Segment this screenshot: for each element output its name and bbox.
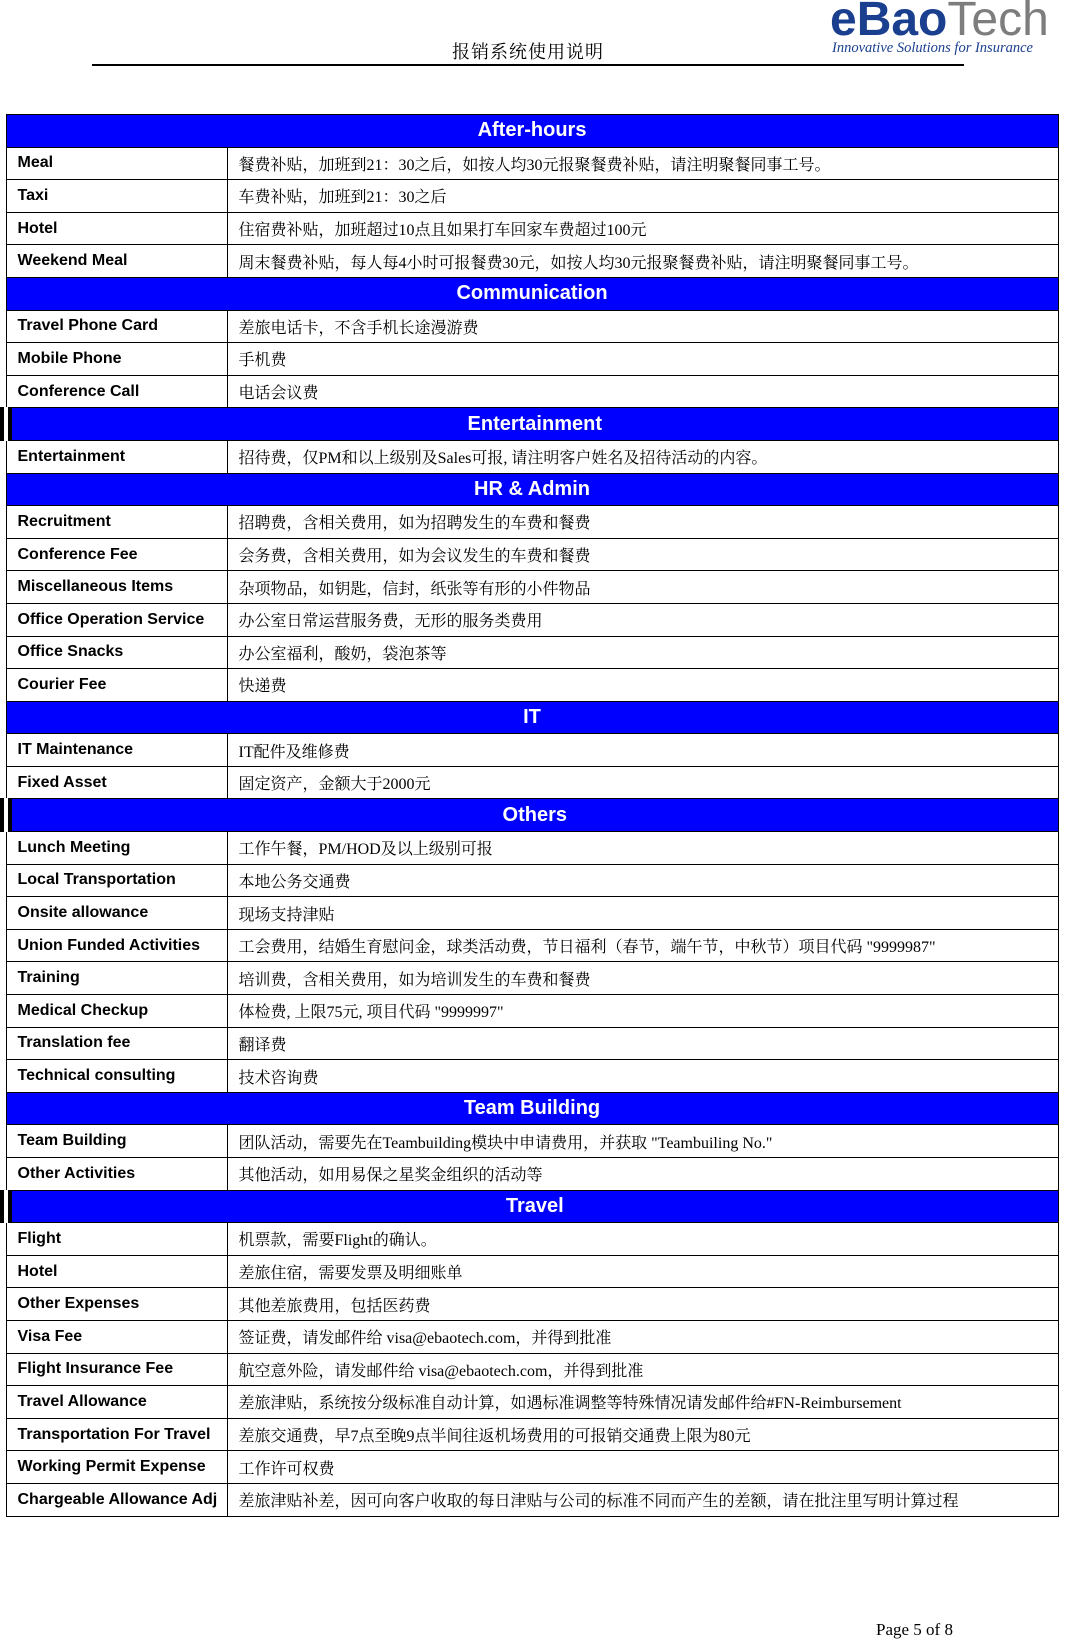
expense-item: Lunch Meeting [6, 832, 227, 865]
section-title: HR & Admin [6, 473, 1058, 506]
expense-description: 技术咨询费 [227, 1060, 1058, 1093]
expense-item: Courier Fee [6, 669, 227, 702]
table-row [6, 1255, 1058, 1288]
expense-description: 电话会议费 [227, 375, 1058, 408]
expense-item: Flight [6, 1223, 227, 1256]
expense-description: 其他活动，如用易保之星奖金组织的活动等 [227, 1158, 1058, 1191]
section-title: After-hours [6, 115, 1058, 148]
table-row [6, 1320, 1058, 1353]
expense-item: Fixed Asset [6, 766, 227, 799]
expense-item: Hotel [6, 1255, 227, 1288]
expense-description: 周末餐费补贴，每人每4小时可报餐费30元，如按人均30元报聚餐费补贴，请注明聚餐同事工号。 [227, 245, 1058, 278]
expense-item: Team Building [6, 1125, 227, 1158]
expense-item: Conference Call [6, 375, 227, 408]
expense-item: Entertainment [6, 440, 227, 473]
expense-description: 航空意外险，请发邮件给 visa@ebaotech.com，并得到批准 [227, 1353, 1058, 1386]
table-row [6, 245, 1058, 278]
expense-description: 车费补贴，加班到21：30之后 [227, 180, 1058, 213]
expense-item: Chargeable Allowance Adj [6, 1483, 227, 1516]
table-row [6, 1353, 1058, 1386]
expense-description: 机票款，需要Flight的确认。 [227, 1223, 1058, 1256]
expense-description: 差旅津贴补差，因可向客户收取的每日津贴与公司的标准不同而产生的差额，请在批注里写明计算过程 [227, 1483, 1058, 1516]
table-row [6, 1060, 1058, 1093]
expense-description: 差旅津贴，系统按分级标准自动计算，如遇标准调整等特殊情况请发邮件给#FN-Reimbursement [227, 1386, 1058, 1419]
expense-description: 差旅电话卡，不含手机长途漫游费 [227, 310, 1058, 343]
document-title: 报销系统使用说明 [452, 42, 604, 62]
table-row [6, 1288, 1058, 1321]
section-title: Others [6, 799, 1058, 832]
expense-item: Travel Phone Card [6, 310, 227, 343]
expense-description: IT配件及维修费 [227, 734, 1058, 767]
expense-item: Office Snacks [6, 636, 227, 669]
section-header-row [6, 1190, 1058, 1223]
section-header-row [6, 701, 1058, 734]
table-row [6, 1451, 1058, 1484]
table-row [6, 995, 1058, 1028]
expense-description: 培训费，含相关费用，如为培训发生的车费和餐费 [227, 962, 1058, 995]
expense-description: 固定资产，金额大于2000元 [227, 766, 1058, 799]
expense-item: Meal [6, 147, 227, 180]
table-row [6, 864, 1058, 897]
expense-description: 住宿费补贴，加班超过10点且如果打车回家车费超过100元 [227, 212, 1058, 245]
section-header-row [6, 799, 1058, 832]
table-row [6, 636, 1058, 669]
section-header-row [6, 1092, 1058, 1125]
table-row [6, 180, 1058, 213]
expense-category-table [0, 114, 1059, 1517]
table-row [6, 1027, 1058, 1060]
expense-item: Technical consulting [6, 1060, 227, 1093]
section-header-row [6, 115, 1058, 148]
section-header-row [6, 408, 1058, 441]
table-row [6, 506, 1058, 539]
section-title: IT [6, 701, 1058, 734]
table-row [6, 1223, 1058, 1256]
company-logo [830, 0, 1072, 60]
expense-item: IT Maintenance [6, 734, 227, 767]
table-row [6, 1483, 1058, 1516]
expense-description: 餐费补贴，加班到21：30之后，如按人均30元报聚餐费补贴，请注明聚餐同事工号。 [227, 147, 1058, 180]
table-row [6, 1158, 1058, 1191]
expense-description: 本地公务交通费 [227, 864, 1058, 897]
table-row [6, 343, 1058, 376]
expense-description: 翻译费 [227, 1027, 1058, 1060]
table-row [6, 147, 1058, 180]
section-header-row [6, 473, 1058, 506]
expense-description: 手机费 [227, 343, 1058, 376]
section-header-row [6, 277, 1058, 310]
table-row [6, 1418, 1058, 1451]
expense-description: 签证费，请发邮件给 visa@ebaotech.com，并得到批准 [227, 1320, 1058, 1353]
expense-description: 会务费，含相关费用，如为会议发生的车费和餐费 [227, 538, 1058, 571]
expense-description: 团队活动，需要先在Teambuilding模块中申请费用，并获取 "Teambuiling No." [227, 1125, 1058, 1158]
expense-item: Transportation For Travel [6, 1418, 227, 1451]
section-title: Team Building [6, 1092, 1058, 1125]
expense-item: Working Permit Expense [6, 1451, 227, 1484]
table-row [6, 1386, 1058, 1419]
expense-description: 差旅交通费，早7点至晚9点半间往返机场费用的可报销交通费上限为80元 [227, 1418, 1058, 1451]
expense-description: 体检费, 上限75元, 项目代码 "9999997" [227, 995, 1058, 1028]
expense-item: Hotel [6, 212, 227, 245]
table-row [6, 897, 1058, 930]
expense-item: Weekend Meal [6, 245, 227, 278]
expense-item: Other Activities [6, 1158, 227, 1191]
table-row [6, 962, 1058, 995]
expense-item: Travel Allowance [6, 1386, 227, 1419]
expense-description: 现场支持津贴 [227, 897, 1058, 930]
expense-description: 杂项物品，如钥匙，信封，纸张等有形的小件物品 [227, 571, 1058, 604]
expense-item: Recruitment [6, 506, 227, 539]
expense-item: Training [6, 962, 227, 995]
expense-item: Translation fee [6, 1027, 227, 1060]
table-row [6, 212, 1058, 245]
table-row [6, 603, 1058, 636]
expense-description: 其他差旅费用，包括医药费 [227, 1288, 1058, 1321]
table-row [6, 669, 1058, 702]
expense-item: Conference Fee [6, 538, 227, 571]
expense-description: 办公室日常运营服务费，无形的服务类费用 [227, 603, 1058, 636]
section-title: Entertainment [6, 408, 1058, 441]
expense-description: 办公室福利，酸奶，袋泡茶等 [227, 636, 1058, 669]
expense-item: Mobile Phone [6, 343, 227, 376]
table-row [6, 538, 1058, 571]
expense-description: 工作许可权费 [227, 1451, 1058, 1484]
table-row [6, 375, 1058, 408]
expense-description: 招聘费，含相关费用，如为招聘发生的车费和餐费 [227, 506, 1058, 539]
expense-item: Other Expenses [6, 1288, 227, 1321]
header-divider [92, 64, 964, 66]
section-title: Communication [6, 277, 1058, 310]
table-row [6, 440, 1058, 473]
table-row [6, 832, 1058, 865]
expense-description: 工作午餐，PM/HOD及以上级别可报 [227, 832, 1058, 865]
section-title: Travel [6, 1190, 1058, 1223]
table-row [6, 310, 1058, 343]
expense-item: Office Operation Service [6, 603, 227, 636]
table-row [6, 766, 1058, 799]
expense-description: 快递费 [227, 669, 1058, 702]
expense-item: Medical Checkup [6, 995, 227, 1028]
expense-description: 工会费用，结婚生育慰问金，球类活动费，节日福利（春节，端午节，中秋节）项目代码 "9999987" [227, 929, 1058, 962]
table-row [6, 1125, 1058, 1158]
expense-item: Taxi [6, 180, 227, 213]
page-number: Page 5 of 8 [876, 1620, 953, 1639]
table-row [6, 929, 1058, 962]
expense-item: Visa Fee [6, 1320, 227, 1353]
logo-tagline: Innovative Solutions for Insurance [832, 40, 1033, 56]
expense-item: Union Funded Activities [6, 929, 227, 962]
expense-item: Local Transportation [6, 864, 227, 897]
expense-description: 差旅住宿，需要发票及明细账单 [227, 1255, 1058, 1288]
expense-item: Flight Insurance Fee [6, 1353, 227, 1386]
expense-description: 招待费，仅PM和以上级别及Sales可报, 请注明客户姓名及招待活动的内容。 [227, 440, 1058, 473]
logo-wordmark: eBaoTech [830, 0, 1049, 46]
expense-item: Onsite allowance [6, 897, 227, 930]
expense-item: Miscellaneous Items [6, 571, 227, 604]
table-row [6, 734, 1058, 767]
table-row [6, 571, 1058, 604]
